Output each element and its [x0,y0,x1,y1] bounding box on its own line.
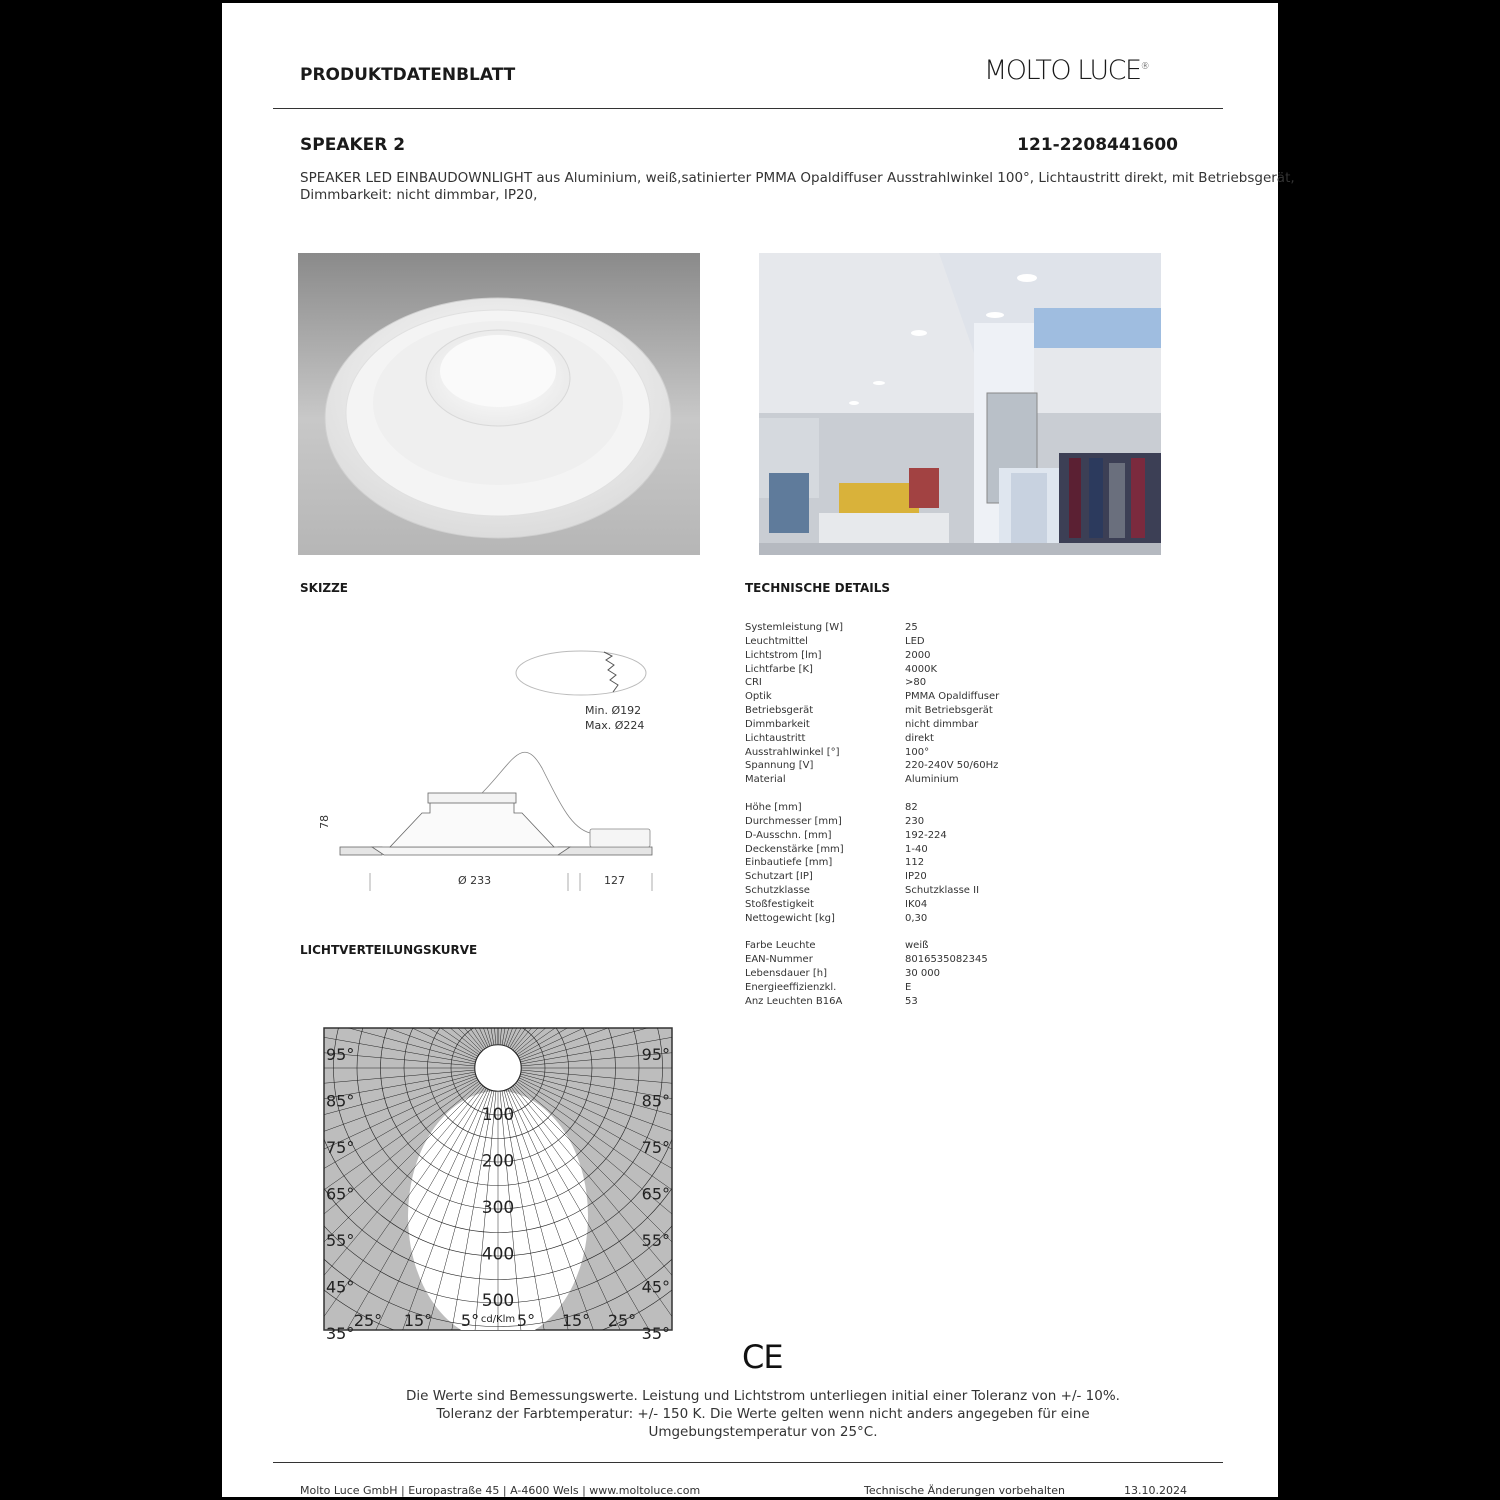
cutout-max: Max. Ø224 [585,719,645,732]
tech-label: Durchmesser [mm] [745,815,842,827]
tech-label: Nettogewicht [kg] [745,912,835,924]
description-line-1: SPEAKER LED EINBAUDOWNLIGHT aus Aluminium, weiß,satinierter PMMA Opaldiffuser Ausstrahlwinkel 100°, Lichtaustritt direkt, mit Betriebsgerät, [300,170,1295,186]
sketch-heading: SKIZZE [300,581,349,595]
tech-row [745,829,1165,843]
tech-value: PMMA Opaldiffuser [905,691,1000,703]
tech-row [745,953,1165,967]
angle-label-left: 45° [326,1277,355,1297]
tech-row [745,746,1165,760]
description-line-2: Dimmbarkeit: nicht dimmbar, IP20, [300,187,538,203]
angle-label-left: 55° [326,1231,355,1250]
tech-label: Schutzart [IP] [745,871,813,883]
tech-label: Farbe Leuchte [745,940,816,952]
tech-label: Energieeffizienzkl. [745,981,837,993]
tech-row [745,981,1165,995]
tech-value: 220-240V 50/60Hz [905,760,999,772]
tech-row [745,856,1165,870]
ce-mark: CE [742,1338,783,1376]
tech-row [745,649,1165,663]
tech-value: 1-40 [905,843,928,855]
tech-value: Aluminium [905,774,959,786]
tech-label: Material [745,774,786,786]
tech-row [745,635,1165,649]
tech-row [745,884,1165,898]
angle-label-bottom: 5° [516,1311,536,1330]
tech-value: 230 [905,815,925,827]
sketch-drawing [322,643,672,903]
product-code: 121-2208441600 [1017,135,1178,155]
tech-value: 0,30 [905,912,928,924]
tech-value: 82 [905,801,918,813]
cutout-min: Min. Ø192 [585,704,642,717]
tech-group-dimensions [745,801,1165,926]
angle-label-bottom: 15° [403,1311,433,1330]
light-distribution-curve [324,1028,672,1343]
tech-label: Lebensdauer [h] [745,968,827,980]
tech-value: E [905,981,912,993]
tech-label: Schutzklasse [745,885,810,897]
radial-label: 200 [481,1151,515,1172]
tech-label: CRI [745,677,762,689]
tech-value: 53 [905,995,918,1007]
tech-row [745,676,1165,690]
angle-label-right: 45° [641,1277,670,1297]
tech-label: Lichtstrom [lm] [745,649,822,661]
angle-label-bottom: 5° [460,1311,480,1330]
document-title: PRODUKTDATENBLATT [300,65,516,85]
application-photo [759,253,1161,555]
tech-label: Stoßfestigkeit [745,898,814,910]
tech-value: 25 [905,622,918,633]
tech-value: 8016535082345 [905,954,988,966]
angle-label-right: 35° [641,1324,670,1343]
tech-row [745,967,1165,981]
tech-row [745,621,1165,635]
tech-label: Anz Leuchten B16A [745,995,843,1007]
tech-label: Höhe [mm] [745,801,802,813]
tech-label: Lichtaustritt [745,732,806,744]
radial-label: 100 [481,1105,515,1125]
registered-mark: ® [1140,62,1150,72]
tech-row [745,718,1165,732]
footer-company: Molto Luce GmbH | Europastraße 45 | A-4600 Wels | www.moltoluce.com [300,1484,701,1497]
tech-value: >80 [905,677,927,689]
radial-label: 500 [481,1291,515,1311]
light-curve-heading: LICHTVERTEILUNGSKURVE [300,943,478,957]
tech-row [745,815,1165,829]
angle-label-left: 95° [326,1045,355,1064]
tech-value: 100° [905,746,930,758]
tech-row [745,801,1165,815]
diameter-dimension: Ø 233 [458,874,492,887]
tech-value: weiß [905,940,929,952]
datasheet-page [222,3,1295,1497]
footer-divider [273,1462,1223,1463]
tech-label: Spannung [V] [745,760,814,772]
tech-value: 4000K [905,663,938,675]
tech-value: Schutzklasse II [905,885,980,897]
tech-label: Deckenstärke [mm] [745,843,844,855]
tech-label: Systemleistung [W] [745,622,844,633]
disclaimer [300,1387,1226,1441]
brand-logo-text: MOLTO LUCE [984,55,1141,86]
tech-row [745,732,1165,746]
product-photo [298,253,700,555]
tech-value: 2000 [905,649,931,661]
tech-row [745,690,1165,704]
brand-logo [984,55,1150,86]
height-dimension: 78 [318,814,332,829]
tech-label: Ausstrahlwinkel [°] [745,746,840,758]
disclaimer-line-2: Toleranz der Farbtemperatur: +/- 150 K. Die Werte gelten wenn nicht anders angegeben für eine [436,1406,1090,1422]
disclaimer-line-1: Die Werte sind Bemessungswerte. Leistung und Lichtstrom unterliegen initial einer Toleranz von +/- 10%. [406,1388,1120,1404]
angle-label-bottom: 25° [607,1311,637,1330]
tech-group-misc [745,939,1165,1008]
tech-value: 192-224 [905,829,947,841]
radial-label: 300 [481,1198,515,1218]
tech-value: IK04 [905,898,928,910]
product-name: SPEAKER 2 [300,135,406,155]
tech-value: IP20 [905,871,927,883]
angle-label-left: 35° [326,1324,355,1343]
tech-group-electrical [745,621,1165,787]
tech-label: Betriebsgerät [745,705,814,717]
unit-label: cd/Klm [480,1314,516,1325]
angle-label-right: 95° [641,1045,670,1064]
angle-label-bottom: 25° [353,1311,383,1330]
tech-row [745,870,1165,884]
tech-row [745,939,1165,953]
tech-value: LED [905,635,925,647]
tech-row [745,912,1165,926]
tech-label: Einbautiefe [mm] [745,857,833,869]
radial-label: 400 [481,1244,515,1265]
tech-value: mit Betriebsgerät [905,705,993,717]
technical-heading: TECHNISCHE DETAILS [745,581,891,595]
angle-label-bottom: 15° [561,1311,591,1330]
header-divider [273,108,1223,109]
tech-value: nicht dimmbar [905,718,979,730]
tech-value: 30 000 [905,968,940,980]
tech-row [745,898,1165,912]
angle-label-left: 75° [326,1138,355,1157]
tech-row [745,704,1165,718]
angle-label-right: 75° [641,1138,670,1157]
tech-value: direkt [905,732,934,744]
tech-label: Lichtfarbe [K] [745,663,813,675]
tech-label: D-Ausschn. [mm] [745,829,832,841]
product-description [300,170,1295,204]
tech-row [745,759,1165,773]
tech-label: Leuchtmittel [745,635,808,647]
angle-label-right: 55° [641,1231,670,1250]
angle-label-right: 65° [641,1184,670,1204]
box-dimension: 127 [604,874,625,887]
angle-label-left: 65° [326,1184,355,1204]
tech-label: EAN-Nummer [745,954,813,966]
angle-label-right: 85° [641,1091,670,1111]
disclaimer-line-3: Umgebungstemperatur von 25°C. [648,1424,878,1440]
tech-label: Dimmbarkeit [745,718,810,730]
tech-row [745,995,1165,1009]
tech-value: 112 [905,857,925,869]
tech-row [745,773,1165,787]
polar-center [475,1045,521,1091]
footer-notice: Technische Änderungen vorbehalten [864,1484,1065,1497]
tech-label: Optik [745,691,772,703]
angle-label-left: 85° [326,1091,355,1111]
tech-row [745,663,1165,677]
technical-details [745,621,1165,1009]
footer-date: 13.10.2024 [1124,1484,1187,1497]
tech-row [745,843,1165,857]
